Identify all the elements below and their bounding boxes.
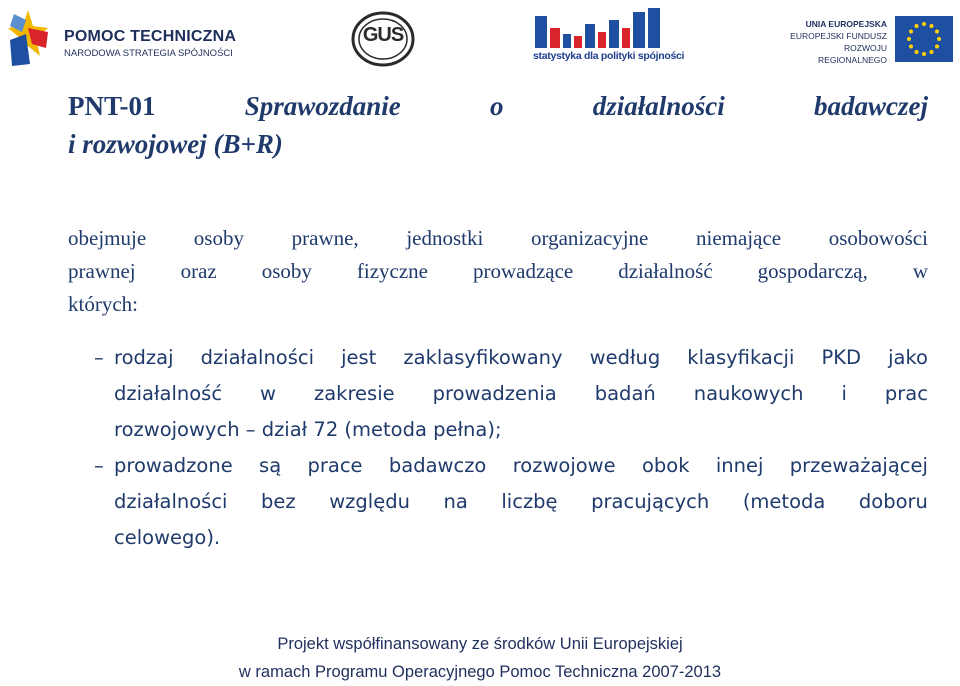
pomoc-techniczna-logo <box>6 4 246 68</box>
pomoc-techniczna-title: POMOC TECHNICZNA <box>64 28 237 45</box>
eu-line-3: ROZWOJU REGIONALNEGO <box>818 43 887 65</box>
word: prace <box>307 454 363 477</box>
eu-logo <box>775 10 957 70</box>
word: pracujących <box>591 490 710 513</box>
word: według <box>589 346 661 369</box>
word: jednostki <box>406 226 484 250</box>
word: w <box>260 382 276 405</box>
bullet-line: celowego). <box>114 526 221 549</box>
word: zakresie <box>313 382 395 405</box>
word: rodzaj <box>114 346 174 369</box>
list-item <box>68 448 928 556</box>
footer <box>0 630 960 686</box>
intro-line-3: których: <box>68 292 138 316</box>
word: rozwojowe <box>512 454 616 477</box>
title-word-2: o <box>490 91 504 121</box>
word: działalności <box>114 490 228 513</box>
dash-bullet: – <box>94 454 104 477</box>
bullet-line <box>114 340 928 376</box>
word: prowadzenia <box>432 382 557 405</box>
footer-line-2: w ramach Programu Operacyjnego Pomoc Techniczna 2007-2013 <box>238 663 722 681</box>
word: w <box>912 259 928 283</box>
word: prawnej <box>68 259 136 283</box>
word: działalności <box>200 346 315 369</box>
word: bez <box>261 490 296 513</box>
word: osoby <box>261 259 312 283</box>
word: jako <box>888 346 928 369</box>
word: obejmuje <box>68 226 147 250</box>
title-line-2: i rozwojowej (B+R) <box>68 129 283 159</box>
word: oraz <box>180 259 217 283</box>
word: niemające <box>696 226 782 250</box>
gus-logo <box>350 10 416 68</box>
statystyka-logo <box>533 6 685 68</box>
word: obok <box>641 454 690 477</box>
list-item <box>68 340 928 448</box>
word: doboru <box>858 490 928 513</box>
word: działalność <box>618 259 713 283</box>
word: naukowych <box>693 382 804 405</box>
bar-chart-icon <box>533 6 663 50</box>
pomoc-techniczna-subtitle: NARODOWA STRATEGIA SPÓJNOŚCI <box>64 48 233 59</box>
bullet-list <box>68 340 928 556</box>
word: osobowości <box>828 226 928 250</box>
bullet-line <box>114 484 928 520</box>
word: badań <box>594 382 656 405</box>
word: względu <box>329 490 410 513</box>
word: jest <box>341 346 377 369</box>
intro-line-2 <box>68 255 928 288</box>
dash-bullet: – <box>94 346 104 369</box>
word: i <box>841 382 847 405</box>
word: zaklasyfikowany <box>403 346 563 369</box>
word: liczbę <box>501 490 558 513</box>
title-word-1: Sprawozdanie <box>244 91 401 121</box>
bullet-line: rozwojowych – dział 72 (metoda pełna); <box>114 418 502 441</box>
title-code: PNT-01 <box>68 91 156 121</box>
nss-star-icon <box>6 4 50 68</box>
eu-line-2: EUROPEJSKI FUNDUSZ <box>790 31 887 41</box>
eu-flag-icon <box>895 16 953 62</box>
word: badawczo <box>388 454 487 477</box>
word: prac <box>884 382 928 405</box>
bullet-line <box>114 376 928 412</box>
word: prowadzone <box>114 454 233 477</box>
gus-mark: GUS <box>362 24 404 46</box>
eu-line-1: UNIA EUROPEJSKA <box>805 19 887 29</box>
word: działalność <box>114 382 223 405</box>
title-word-3: działalności <box>592 91 725 121</box>
word: prawne, <box>291 226 359 250</box>
footer-line-1: Projekt współfinansowany ze środków Unii Europejskiej <box>277 635 683 653</box>
page-title <box>68 87 928 163</box>
word: są <box>259 454 282 477</box>
intro-paragraph <box>68 222 928 321</box>
word: klasyfikacji <box>687 346 795 369</box>
word: (metoda <box>742 490 826 513</box>
word: przeważającej <box>789 454 928 477</box>
bullet-line <box>114 448 928 484</box>
word: innej <box>715 454 764 477</box>
word: osoby <box>193 226 244 250</box>
word: PKD <box>821 346 862 369</box>
word: prowadzące <box>472 259 574 283</box>
intro-line-1 <box>68 222 928 255</box>
title-word-4: badawczej <box>813 91 928 121</box>
statystyka-label: statystyka dla polityki spójności <box>533 50 685 62</box>
word: fizyczne <box>356 259 428 283</box>
word: na <box>443 490 468 513</box>
word: organizacyjne <box>530 226 649 250</box>
word: gospodarczą, <box>757 259 868 283</box>
